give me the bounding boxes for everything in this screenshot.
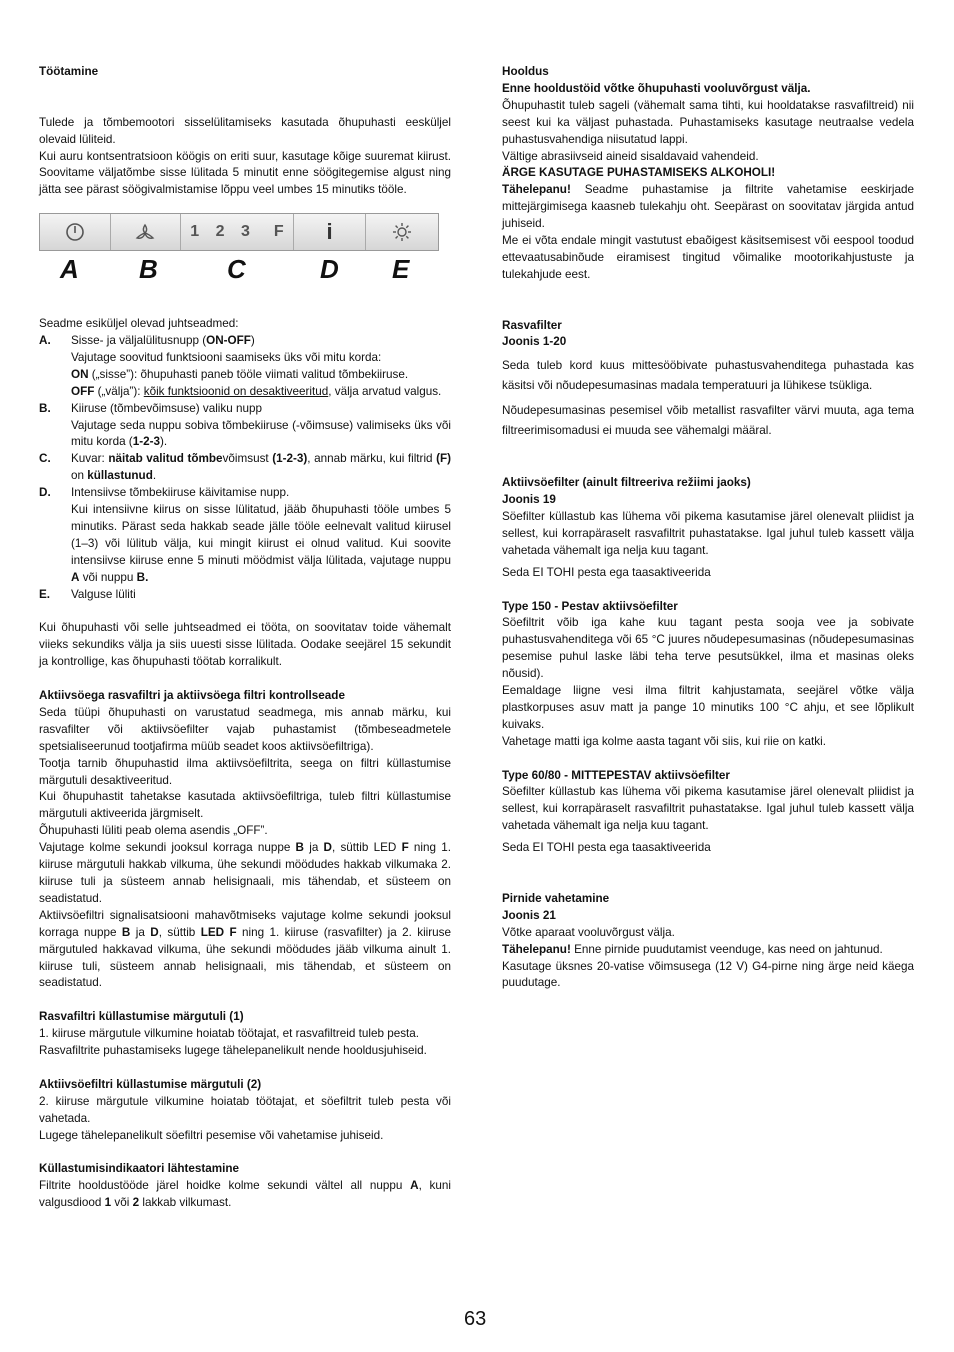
charcoal-paragraph-4: Õhupuhasti lüliti peab olema asendis „OFF”. bbox=[39, 824, 268, 838]
charcoal-paragraph-3: Kui õhupuhastit tahetakse kasutada aktiivsöefiltriga, tuleb filtri küllastumise märgutuli aktiveerida järgmiselt. bbox=[39, 790, 451, 821]
charcoal-paragraph-5: Vajutage kolme sekundi jooksul korraga nuppe B ja D, süttib LED F ning 1. kiiruse märgutuli hakkab vilkuma, ühe sekundi möödudes hakkab vilkumaka 2. kiiruse tuli ja süsteem annab helisignaali, mis tähendab, et süsteem on seadistatud. bbox=[39, 841, 451, 905]
letter-c: C bbox=[227, 254, 246, 285]
carbon-filter-paragraph-2: Seda EI TOHI pesta ega taasaktiveerida bbox=[502, 565, 711, 579]
letter-d: D bbox=[320, 254, 339, 285]
item-label: A. bbox=[39, 334, 51, 348]
grease-indicator-paragraph-1: 1. kiiruse märgutule vilkumine hoiatab töötajat, et rasvafiltreid tuleb pesta. bbox=[39, 1027, 420, 1041]
indicator-reset-heading: Küllastumisindikaatori lähtestamine bbox=[39, 1162, 240, 1176]
panel-letters bbox=[39, 254, 437, 299]
fan-icon bbox=[111, 214, 182, 250]
carbon-filter-paragraph-1: Söefilter küllastub kas lühema või pikema kasutamise järel olenevalt pliidist ja sellest, kui korrapäraselt rasvafiltrit puhastatakse. Igal juhul tuleb kassett välja vahetada vähemalt iga nelja kuu tagant. bbox=[502, 510, 914, 557]
grease-indicator-paragraph-2: Rasvafiltrite puhastamiseks lugege tähelepanelikult nende hooldusjuhiseid. bbox=[39, 1044, 427, 1058]
maintenance-paragraph-3: Me ei võta endale mingit vastutust ebaõigest käsitsemisest või eespool toodud ettevaatusabinõude eiramisest tingitud võimalike mootorikahjustuste ja tulekahjude eest. bbox=[502, 234, 914, 281]
item-label: B. bbox=[39, 401, 51, 415]
control-item-b: B. Kiiruse (tõmbevõimsuse) valiku nupp Vajutage seda nuppu sobiva tõmbekiiruse (-võimsuse) valimiseks üks või mitu korda (1-2-3). bbox=[39, 401, 451, 452]
charcoal-paragraph-2: Tootja tarnib õhupuhastid ilma aktiivsöefiltrita, seega on filtri küllastumise märgutuli desaktiveeritud. bbox=[39, 756, 451, 787]
indicator-reset-paragraph: Filtrite hooldustööde järel hoidke kolme sekundi vältel all nuppu A, kuni valgusdiood 1 või 2 lakkab vilkumast. bbox=[39, 1179, 451, 1210]
reset-power-paragraph: Kui õhupuhasti või selle juhtseadmed ei tööta, on soovitatav toide vähemalt viieks sekundiks välja ja siis uuesti sisse lülitada. Oodake seejärel 15 sekundit ja kontrollige, kas õhupuhasti töötab korralikult. bbox=[39, 621, 451, 669]
power-icon bbox=[40, 214, 111, 250]
intro-paragraph-2: Kui auru kontsentratsioon köögis on eriti suur, kasutage kõige suuremat kiirust. Soovitame väljatõmbe sisse lülitada 5 minutit enne söögitegemise algust ning jätta see pärast söögivalmistamise lõppu veel umbes 15 minutiks tööle. bbox=[39, 149, 451, 197]
carbon-filter-figure-ref: Joonis 19 bbox=[502, 493, 556, 507]
grease-filter-paragraph-1: Seda tuleb kord kuus mittesööbivate puhastusvahenditega puhastada kas käsitsi või nõudepesumasinas madala temperatuuri ja lühikese tsükliga. bbox=[502, 359, 914, 393]
carbon-filter-heading: Aktiivsöefilter (ainult filtreeriva režiimi jaoks) bbox=[502, 476, 751, 490]
maintenance-paragraph-1: Õhupuhastit tuleb sageli (vähemalt sama tihti, kui hooldatakse rasvafiltreid) nii seest kui ka väljast puhastada. Puhastamiseks kasutage neutraalse vedela puhastusvahendiga niisutatud lappi. bbox=[502, 98, 914, 146]
letter-b: B bbox=[139, 254, 158, 285]
grease-filter-paragraph-2: Nõudepesumasinas pesemisel võib metallist rasvafilter värvi muuta, aga tema filtreerimisomadusi ei muuda see vähemalgi määral. bbox=[502, 404, 914, 438]
item-label: C. bbox=[39, 452, 51, 466]
type6080-heading: Type 60/80 - MITTEPESTAV aktiivsöefilter bbox=[502, 768, 730, 782]
charcoal-paragraph-1: Seda tüüpi õhupuhasti on varustatud seadmega, mis annab märku, kui rasvafilter või aktiivsöefilter vajab puhastamist (tõmbeseadmetele spetsialiseerunud tootjafirma müüb seadet koos aktiivsöefiltriga). bbox=[39, 705, 451, 753]
grease-filter-figure-ref: Joonis 1-20 bbox=[502, 335, 567, 349]
left-column bbox=[39, 64, 451, 1212]
alcohol-warning: ÄRGE KASUTAGE PUHASTAMISEKS ALKOHOLI! bbox=[502, 166, 776, 180]
grease-indicator-heading: Rasvafiltri küllastumise märgutuli (1) bbox=[39, 1010, 244, 1024]
control-item-d: D. Intensiivse tõmbekiiruse käivitamise nupp. Kui intensiivne kiirus on sisse lülitatud, jääb õhupuhasti tööle umbes 5 minutiks. Pärast seda hakkab seade jälle tööle eelnevalt valitud kiirusel (1–3) või lülitub välja, kui mingit kiirust ei olnud valitud. Kui soovite intensiivse kiiruse enne 5 minuti möödmist välja lülitada, vajutage nuppu A või nuppu B. bbox=[39, 485, 451, 586]
type150-paragraph-3: Vahetage matti iga kolme aasta tagant või siis, kui riie on katki. bbox=[502, 734, 826, 748]
info-icon: i bbox=[326, 218, 333, 244]
maintenance-heading: Hooldus bbox=[502, 65, 549, 78]
carbon-indicator-heading: Aktiivsöefiltri küllastumise märgutuli (2) bbox=[39, 1077, 262, 1091]
type150-heading: Type 150 - Pestav aktiivsöefilter bbox=[502, 599, 678, 613]
light-icon bbox=[366, 214, 438, 250]
charcoal-control-heading: Aktiivsöega rasvafiltri ja aktiivsöega filtri kontrollseade bbox=[39, 689, 345, 703]
speed-display bbox=[181, 214, 293, 250]
control-item-e: E. Valguse lüliti bbox=[39, 587, 451, 604]
maintenance-attention: Tähelepanu! Seadme puhastamise ja filtrite vahetamise eeskirjade mittejärgimisega kaasneb tulekahju oht. Seepärast on soovitatav järgida antud juhiseid. bbox=[502, 183, 914, 231]
carbon-indicator-paragraph-1: 2. kiiruse märgutule vilkumine hoiatab töötajat, et söefiltrit tuleb pesta või vahetada. bbox=[39, 1094, 451, 1125]
charcoal-paragraph-6: Aktiivsöefiltri signalisatsiooni mahavõtmiseks vajutage kolme sekundi jooksul korraga nuppe B ja D, süttib LED F ning 1. kiiruse (rasvafilter) ja 2. kiiruse märgutuled hakkavad vilkuma, ühe sekundi möödudes jääb vilkuma ainult 1. kiiruse tuli, süsteem annab helisignaali, mis tähendab, et süsteem on seadistatud. bbox=[39, 908, 452, 990]
type6080-paragraph-2: Seda EI TOHI pesta ega taasaktiveerida bbox=[502, 841, 711, 855]
filter-indicator: F bbox=[273, 222, 284, 240]
bulb-paragraph-1: Võtke aparaat vooluvõrgust välja. bbox=[502, 925, 675, 939]
speed-digits: 1 2 3 bbox=[190, 222, 256, 240]
item-label: E. bbox=[39, 587, 51, 601]
letter-a: A bbox=[60, 254, 79, 285]
control-panel-illustration bbox=[39, 213, 439, 251]
right-column bbox=[502, 64, 914, 992]
item-label: D. bbox=[39, 486, 51, 500]
carbon-indicator-paragraph-2: Lugege tähelepanelikult söefiltri pesemise või vahetamise juhiseid. bbox=[39, 1128, 384, 1142]
intensive-button-symbol bbox=[294, 214, 367, 250]
page-number: 63 bbox=[464, 1308, 487, 1330]
type150-paragraph-1: Söefiltrit võib iga kahe kuu tagant pesta sooja vee ja sobivate puhastusvahenditega või 65 °C juures nõudepesumasinas (nõudepesumasinas pesemise puhul laske läbi teha terve pesutsükkel, ilma et masinas oleks nõusid). bbox=[502, 616, 914, 681]
control-item-c: C. Kuvar: näitab valitud tõmbevõimsust (1-2-3), annab märku, kui filtrid (F) on küllastunud. bbox=[39, 451, 451, 485]
type6080-paragraph-1: Söefilter küllastub kas lühema või pikema kasutamise järel olenevalt pliidist ja sellest, kui korrapäraselt rasvafiltrit puhastatakse. Igal juhul tuleb kassett välja vahetada vähemalt iga nelja kuu tagant. bbox=[502, 785, 914, 833]
control-item-a: A. Sisse- ja väljalülitusnupp (ON-OFF) Vajutage soovitud funktsiooni saamiseks üks või mitu korda: ON („sisse”): õhupuhasti paneb tööle viimati valitud tõmbekiiruse. OFF („välja”): kõik funktsioonid on desaktiveeritud, välja arvatud valgus. bbox=[39, 333, 451, 401]
intro-paragraph-1: Tulede ja tõmbemootori sisselülitamiseks kasutada õhupuhasti eesküljel olevaid lüliteid. bbox=[39, 115, 451, 146]
bulb-figure-ref: Joonis 21 bbox=[502, 908, 556, 922]
bulb-paragraph-2: Kasutage üksnes 20-vatise võimsusega (12 V) G4-pirne ning ärge neid käega puudutage. bbox=[502, 959, 914, 990]
type150-paragraph-2: Eemaldage liigne vesi ilma filtrit kahjustamata, seejärel võtke välja plastkorpuses asuv matt ja pange 10 minutiks 100 °C ahju, et see lõplikult kuivaks. bbox=[502, 684, 914, 731]
bulb-attention: Tähelepanu! Enne pirnide puudutamist veenduge, kas need on jahtunud. bbox=[502, 942, 883, 956]
maintenance-paragraph-2: Vältige abrasiivseid aineid sisaldavaid vahendeid. bbox=[502, 149, 759, 163]
maintenance-subheading: Enne hooldustöid võtke õhupuhasti vooluvõrgust välja. bbox=[502, 81, 811, 95]
grease-filter-heading: Rasvafilter bbox=[502, 318, 562, 332]
bulb-heading: Pirnide vahetamine bbox=[502, 891, 610, 905]
controls-heading: Seadme esiküljel olevad juhtseadmed: bbox=[39, 317, 239, 331]
section-title-operation: Töötamine bbox=[39, 65, 99, 78]
letter-e: E bbox=[392, 254, 410, 285]
